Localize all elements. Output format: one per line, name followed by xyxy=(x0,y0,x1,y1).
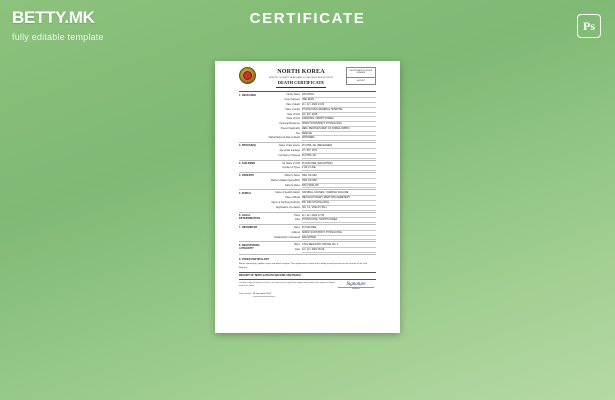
field-key: Family Name xyxy=(286,94,300,97)
section-label: 6. LEGAL DETERMINATION xyxy=(239,213,261,221)
field-key: Date xyxy=(295,249,300,252)
field-key: Date xyxy=(295,219,300,222)
field-value[interactable]: DR. PAK MYONG-CHOL xyxy=(302,201,376,206)
section-label: 5. BURIAL xyxy=(239,191,252,195)
field-value[interactable]: RI SUN-HEE xyxy=(302,226,376,231)
national-emblem-seal-icon xyxy=(239,67,256,84)
field-key: Place of death xyxy=(285,108,300,111)
section-fields xyxy=(264,225,376,241)
field-key: Name xyxy=(293,244,300,247)
field-key: Date of death xyxy=(286,103,300,106)
page-title: CERTIFICATE xyxy=(249,10,366,27)
field-row xyxy=(264,248,376,253)
field-value[interactable]: RI SUN-HEE (DAUGHTER) xyxy=(302,162,376,167)
field-key: Mother's Maiden Name/Birth xyxy=(270,179,300,182)
certificate-header xyxy=(239,67,376,88)
field-key: Name xyxy=(293,227,300,230)
field-value[interactable]: DAUGHTER xyxy=(302,236,376,241)
section-parents xyxy=(239,173,376,190)
registration-reference-box xyxy=(346,67,376,85)
field-value[interactable]: KAESONG, NORTH KOREA xyxy=(302,117,376,122)
brand-logo: BETTY.MK xyxy=(12,8,95,27)
field-key: Registration of Location xyxy=(275,206,300,209)
certificate-note: Before remarrying, update, reject and attach original. This original was issued and is being issued pursuant to the records of the Civil Registry. xyxy=(239,263,368,269)
section-label: 2. SPOUSE(S) xyxy=(239,144,257,148)
section-label: 7. INFORMANT xyxy=(239,226,258,230)
date-issued-row xyxy=(239,293,376,297)
field-key: Present Nationality xyxy=(280,127,300,130)
field-value[interactable]: KIM YONG-HO xyxy=(302,184,376,189)
field-value[interactable]: PYONGYANG GENERAL HOSPITAL xyxy=(302,108,376,113)
field-key: Number of Types xyxy=(282,167,300,170)
certificate-footer xyxy=(239,282,376,291)
certificate-title: DEATH CERTIFICATE xyxy=(276,80,326,88)
field-value[interactable]: HAE-WON xyxy=(302,98,376,103)
section-fields xyxy=(264,92,376,142)
section-label: 8. REGISTERING AUTHORITY xyxy=(239,243,260,251)
field-key: Cause of death/Location xyxy=(275,192,300,195)
field-row xyxy=(264,166,376,171)
field-value[interactable]: WIDOWED xyxy=(302,136,376,141)
section-fields xyxy=(264,242,376,254)
country-name: NORTH KOREA xyxy=(277,69,325,75)
field-row xyxy=(264,154,376,159)
field-value[interactable]: DEM. PEOPLE'S REP. OF KOREA (DPRK) xyxy=(302,127,376,132)
field-value[interactable]: 12 / 12 / 2022 09:40 xyxy=(302,248,376,253)
field-key: 1st Name of child xyxy=(282,162,300,165)
field-key: Relationship to deceased xyxy=(274,236,300,239)
photoshop-icon: Ps xyxy=(577,14,601,38)
field-key: Mother's Name xyxy=(284,175,300,178)
ministry-name: MINISTRY OF PUBLIC HEALTH AND SOCIAL REGISTRATION OFFICE xyxy=(269,76,333,79)
field-key: Personal Residence xyxy=(279,123,300,126)
section-children xyxy=(239,161,376,174)
section-deceased xyxy=(239,92,376,143)
signature-block xyxy=(336,282,376,291)
header-titles xyxy=(259,67,343,88)
field-value[interactable]: NATURAL CAUSES / CARDIAC FAILURE xyxy=(302,191,376,196)
field-value[interactable]: CIVIL REGISTRY OFFICE NO. 4 xyxy=(302,243,376,248)
field-value[interactable]: HAN OK-SIM xyxy=(302,179,376,184)
section-fields xyxy=(264,213,376,225)
field-value[interactable]: 27 / 05 / 1971 xyxy=(302,149,376,154)
field-key: Age at last marriage xyxy=(279,149,300,152)
field-key: Marital Status at Date of Death xyxy=(268,137,300,140)
field-value[interactable]: SONGYO DISTRICT, PYONGYANG xyxy=(302,122,376,127)
field-key: Place of birth xyxy=(286,118,300,121)
field-key: Given Name(s) xyxy=(284,99,300,102)
field-value[interactable]: 11 / 12 / 2022 17:05 xyxy=(302,214,376,219)
section-fields xyxy=(264,190,376,211)
field-value[interactable]: 11 / 12 / 2022 14:20 xyxy=(302,103,376,108)
field-row xyxy=(264,236,376,241)
signature-caption: Registrar xyxy=(351,287,361,290)
field-key: Place of Burial xyxy=(285,197,300,200)
attestation-text: I hereby certify the above record is a true and correct copy of the original entry made in the register of deaths held at this office. xyxy=(239,282,336,288)
section-burial xyxy=(239,190,376,212)
receipt-banner: RECEIPT OF BIRTH & DEATH RECORD AND PAGES xyxy=(239,272,376,280)
section-label: 1. DECEASED xyxy=(239,93,257,97)
field-value[interactable]: 04 / 03 / 1948 xyxy=(302,113,376,118)
section-spouse xyxy=(239,143,376,160)
section-fields xyxy=(264,173,376,189)
signature-script: Signature xyxy=(346,282,366,288)
date-issued-label: Date Issued xyxy=(239,292,251,295)
section-informant xyxy=(239,225,376,242)
section-fields xyxy=(264,143,376,159)
reference-label: REGISTRATION ORDER NUMBER xyxy=(347,68,375,78)
field-value[interactable]: RI CHOL-SU xyxy=(302,154,376,159)
field-value[interactable]: NO. 14 / 2022-PY-BL1 xyxy=(302,206,376,211)
field-value[interactable]: PYONGYANG, NORTH KOREA xyxy=(302,218,376,223)
other-particulars-label: 9. OTHER PARTICULARS xyxy=(239,257,269,261)
field-row xyxy=(264,184,376,189)
field-key: Name of Certifying Authority xyxy=(271,202,300,205)
date-issued-value[interactable]: 28 December 2022 xyxy=(253,293,275,297)
field-key: Address xyxy=(291,231,300,234)
field-row xyxy=(264,136,376,141)
field-value[interactable]: FEMALE xyxy=(302,132,376,137)
field-value[interactable]: REVOLUTIONARY MARTYRS CEMETERY xyxy=(302,196,376,201)
field-value[interactable]: 2 OF 2 LIVE xyxy=(302,166,376,171)
field-row xyxy=(264,206,376,211)
field-key: Date of birth xyxy=(287,113,300,116)
field-value[interactable]: KIM JONG xyxy=(302,93,376,98)
field-value[interactable]: SONGYO DISTRICT, PYONGYANG xyxy=(302,231,376,236)
field-key: Father's Name xyxy=(285,184,300,187)
certificate-body xyxy=(239,67,376,295)
field-key: Sex xyxy=(296,132,300,135)
field-key: Name of last spouse xyxy=(279,145,300,148)
field-row xyxy=(264,218,376,223)
field-key: Full Name of Spouse xyxy=(278,154,300,157)
brand-tagline: fully editable template xyxy=(12,32,104,42)
field-key: Place xyxy=(294,214,300,217)
section-fields xyxy=(264,161,376,173)
reference-number: A-21492 xyxy=(357,79,365,82)
field-value[interactable]: HAN OK-SIM xyxy=(302,174,376,179)
section-label: 3. CHILDREN xyxy=(239,161,256,165)
field-value[interactable]: RI CHOL-SU (DECEASED) xyxy=(302,144,376,149)
section-label: 4. PARENTS xyxy=(239,174,254,178)
section-legal-determination xyxy=(239,213,376,226)
section-registering-authority xyxy=(239,242,376,255)
